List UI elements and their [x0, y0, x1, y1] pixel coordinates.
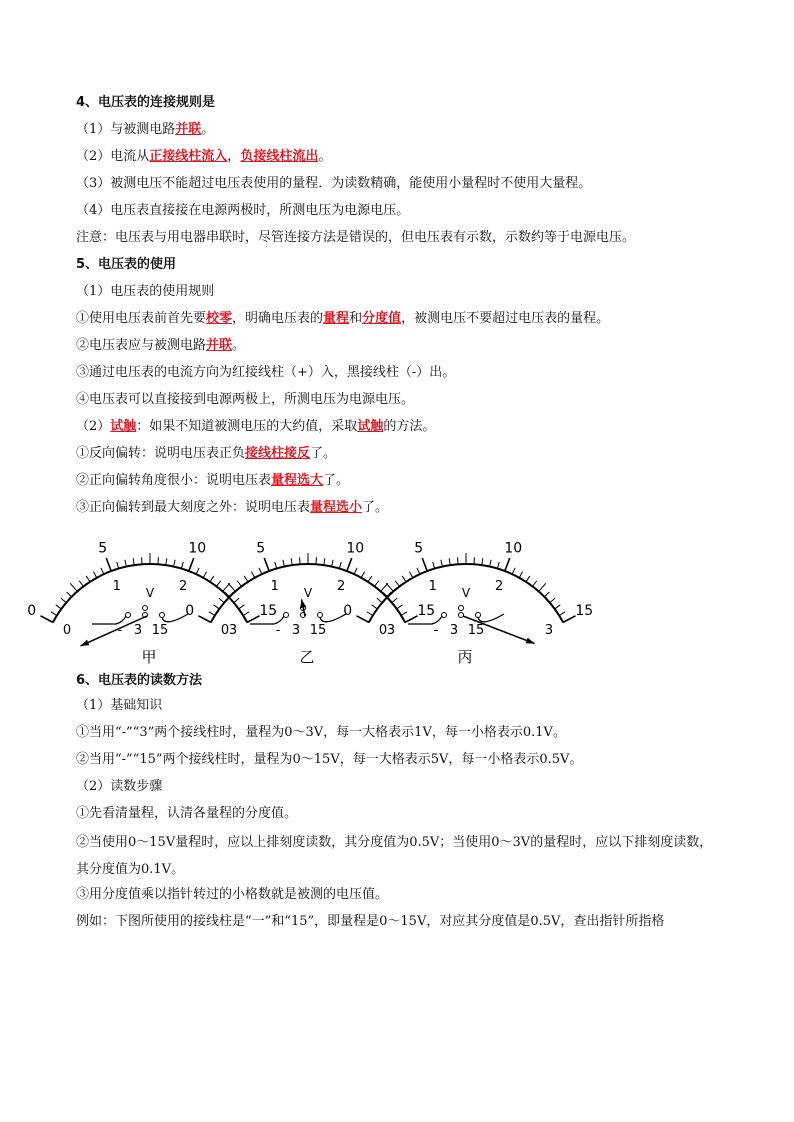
- voltmeter-figure: [27, 526, 594, 671]
- scale-tick: [482, 558, 483, 565]
- terminal-label: 3: [291, 623, 301, 638]
- scale-tick: [397, 605, 403, 609]
- scale-tick: [539, 583, 546, 591]
- scale-tick: [217, 581, 221, 587]
- scale-tick: [210, 576, 214, 582]
- upper-scale-label: 10: [188, 540, 207, 557]
- trial-3: ③正向偏转到最大刻度之外：说明电压表量程选小了。: [76, 500, 389, 515]
- scale-tick: [93, 572, 96, 578]
- lower-scale-label: 3: [228, 622, 238, 638]
- terminal-label: 3: [133, 623, 143, 638]
- scale-tick: [70, 583, 77, 591]
- upper-scale-label: 15: [575, 603, 594, 620]
- section-5-title: 5、电压表的使用: [76, 257, 177, 272]
- lower-scale-label: 0: [62, 622, 72, 638]
- step-2: ②当使用0～15V量程时，应以上排刻度读数，其分度值为0.5V；当使用0～3V的量程时，应以下排刻度读数，其分度值为0.1V。: [76, 835, 713, 877]
- scale-tick: [142, 557, 143, 564]
- terminal-circle: [143, 606, 148, 611]
- usage-rule-2: ②电压表应与被测电路并联。: [76, 338, 246, 353]
- scale-tick: [214, 605, 220, 609]
- rule-4: （4）电压表直接接在电源两极时，所测电压为电源电压。: [76, 203, 410, 218]
- step-1: ①先看清量程，认清各量程的分度值。: [76, 806, 298, 821]
- scale-tick: [324, 558, 325, 565]
- upper-scale-label: 10: [504, 540, 523, 557]
- scale-tick: [228, 583, 235, 591]
- trial-2: ②正向偏转角度很小：说明电压表量程选大了。: [76, 473, 350, 488]
- lower-scale-label: 0: [378, 622, 388, 638]
- usage-rule-1: ①使用电压表前首先要校零，明确电压表的量程和分度值，被测电压不要超过电压表的量程。: [76, 311, 610, 326]
- scale-tick: [354, 568, 357, 574]
- scale-tick: [101, 568, 104, 574]
- scale-tick: [490, 560, 492, 567]
- trial-touch-heading: （2）试触：如果不知道被测电压的大约值，采取试触的方法。: [76, 419, 436, 434]
- figure-caption: 甲: [141, 648, 157, 666]
- scale-tick: [247, 616, 259, 623]
- figure-caption: 乙: [299, 648, 315, 666]
- scale-tick: [166, 558, 167, 565]
- section-6-title: 6、电压表的读数方法: [76, 673, 203, 688]
- scale-tick: [512, 568, 515, 574]
- wire: [478, 614, 504, 622]
- scale-tick: [259, 568, 262, 574]
- scale-tick: [106, 558, 111, 571]
- terminal-circle: [318, 613, 323, 618]
- scale-tick: [526, 576, 530, 582]
- lower-scale-label: 2: [495, 579, 504, 595]
- scale-tick: [347, 558, 352, 571]
- scale-tick: [458, 557, 459, 564]
- scale-tick: [239, 605, 245, 609]
- needle-arrowhead: [526, 638, 535, 644]
- needle-arrowhead: [80, 640, 89, 646]
- scale-tick: [86, 576, 90, 582]
- lower-scale-label: 2: [337, 579, 346, 595]
- upper-scale-label: 5: [256, 540, 266, 557]
- scale-tick: [243, 612, 249, 616]
- scale-tick: [367, 612, 373, 616]
- figure-caption: 丙: [457, 648, 473, 666]
- scale-tick: [219, 598, 224, 603]
- scale-tick: [41, 616, 53, 623]
- step-3: ③用分度值乘以指针转过的小格数就是被测的电压值。: [76, 887, 389, 902]
- scale-tick: [209, 612, 215, 616]
- section-4-title: 4、电压表的连接规则是: [76, 95, 216, 110]
- scale-tick: [300, 557, 301, 564]
- scale-tick: [79, 581, 83, 587]
- scale-tick: [196, 568, 199, 574]
- trial-1: ①反向偏转：说明电压表正负接线柱接反了。: [76, 446, 337, 461]
- usage-rules-heading: （1）电压表的使用规则: [76, 284, 215, 299]
- scale-tick: [375, 581, 379, 587]
- upper-scale-label: 15: [259, 603, 278, 620]
- scale-tick: [283, 560, 285, 567]
- scale-tick: [291, 558, 292, 565]
- terminal-circle: [459, 613, 464, 618]
- scale-tick: [563, 616, 575, 623]
- unit-label: V: [461, 586, 471, 600]
- scale-tick: [417, 568, 420, 574]
- scale-tick: [519, 572, 522, 578]
- scale-tick: [67, 592, 72, 597]
- scale-tick: [158, 557, 159, 564]
- upper-scale-label: 15: [417, 603, 436, 620]
- scale-tick: [189, 558, 194, 571]
- scale-tick: [395, 581, 399, 587]
- scale-tick: [332, 560, 334, 567]
- lower-scale-label: 2: [179, 579, 188, 595]
- scale-tick: [422, 558, 427, 571]
- scale-tick: [244, 576, 248, 582]
- scale-tick: [449, 558, 450, 565]
- upper-scale-label: 5: [98, 540, 108, 557]
- scale-tick: [357, 616, 369, 623]
- rule-1: （1）与被测电路并联。: [76, 122, 215, 137]
- scale-tick: [402, 576, 406, 582]
- scale-tick: [409, 572, 412, 578]
- scale-tick: [441, 560, 443, 567]
- upper-scale-label: 0: [343, 603, 353, 620]
- basic-2: ②当用“-”“15”两个接线柱时，量程为0～15V，每一大格表示5V，每一小格表示0.5V。: [76, 752, 583, 767]
- basics-heading: （1）基础知识: [76, 698, 163, 713]
- terminal-label: -: [275, 623, 281, 638]
- wire: [320, 614, 346, 622]
- scale-tick: [264, 558, 269, 571]
- lower-scale-label: 1: [112, 579, 121, 595]
- terminal-label: -: [117, 623, 123, 638]
- wire: [162, 614, 188, 622]
- upper-scale-label: 5: [414, 540, 424, 557]
- lower-scale-label: 1: [428, 579, 437, 595]
- usage-rule-3: ③通过电压表的电流方向为红接线柱（+）入，黑接线柱（-）出。: [76, 365, 456, 380]
- terminal-label: 15: [309, 623, 327, 638]
- scale-tick: [181, 562, 183, 569]
- scale-tick: [474, 557, 475, 564]
- scale-tick: [386, 583, 393, 591]
- lower-scale-label: 3: [386, 622, 396, 638]
- terminal-circle: [160, 613, 165, 618]
- terminal-label: -: [433, 623, 439, 638]
- usage-rule-4: ④电压表可以直接接到电源两极上，所测电压为电源电压。: [76, 392, 415, 407]
- lower-scale-label: 1: [270, 579, 279, 595]
- scale-tick: [275, 562, 277, 569]
- lower-scale-label: 0: [220, 622, 230, 638]
- scale-tick: [56, 605, 62, 609]
- scale-tick: [550, 598, 555, 603]
- example: 例如：下图所使用的接线柱是“一”和“15”，即量程是0～15V，对应其分度值是0.5V，查出指针所指格: [76, 914, 665, 929]
- terminal-label: 15: [467, 623, 485, 638]
- scale-tick: [377, 598, 382, 603]
- scale-tick: [361, 572, 364, 578]
- note: 注意：电压表与用电器串联时，尽管连接方法是错误的，但电压表有示数，示数约等于电源电压。: [76, 230, 636, 245]
- rule-2: （2）电流从正接线柱流入，负接线柱流出。: [76, 149, 332, 164]
- upper-scale-label: 0: [27, 603, 37, 620]
- scale-tick: [199, 616, 211, 623]
- scale-tick: [372, 605, 378, 609]
- scale-tick: [174, 560, 176, 567]
- scale-tick: [433, 562, 435, 569]
- steps-heading: （2）读数步骤: [76, 779, 163, 794]
- scale-tick: [555, 605, 561, 609]
- scale-tick: [51, 612, 57, 616]
- scale-tick: [117, 562, 119, 569]
- scale-tick: [251, 572, 254, 578]
- scale-tick: [61, 598, 66, 603]
- scale-tick: [316, 557, 317, 564]
- terminal-circle: [476, 613, 481, 618]
- basic-1: ①当用“-”“3”两个接线柱时，量程为0～3V，每一大格表示1V，每一小格表示0.1V。: [76, 725, 566, 740]
- unit-label: V: [303, 586, 313, 600]
- scale-tick: [392, 598, 397, 603]
- scale-tick: [559, 612, 565, 616]
- terminal-label: 3: [449, 623, 459, 638]
- upper-scale-label: 10: [346, 540, 365, 557]
- scale-tick: [368, 576, 372, 582]
- terminal-circle: [459, 606, 464, 611]
- voltmeter-diagrams: [27, 526, 594, 671]
- unit-label: V: [145, 586, 155, 600]
- scale-tick: [405, 616, 417, 623]
- lower-scale-label: 3: [544, 622, 554, 638]
- scale-tick: [505, 558, 510, 571]
- scale-tick: [234, 598, 239, 603]
- scale-tick: [544, 592, 549, 597]
- rule-3: （3）被测电压不能超过电压表使用的量程．为读数精确，能使用小量程时不使用大量程。: [76, 176, 592, 191]
- scale-tick: [125, 560, 127, 567]
- scale-tick: [533, 581, 537, 587]
- scale-tick: [237, 581, 241, 587]
- upper-scale-label: 0: [185, 603, 195, 620]
- scale-tick: [203, 572, 206, 578]
- scale-tick: [497, 562, 499, 569]
- scale-tick: [401, 612, 407, 616]
- terminal-label: 15: [151, 623, 169, 638]
- scale-tick: [339, 562, 341, 569]
- scale-tick: [133, 558, 134, 565]
